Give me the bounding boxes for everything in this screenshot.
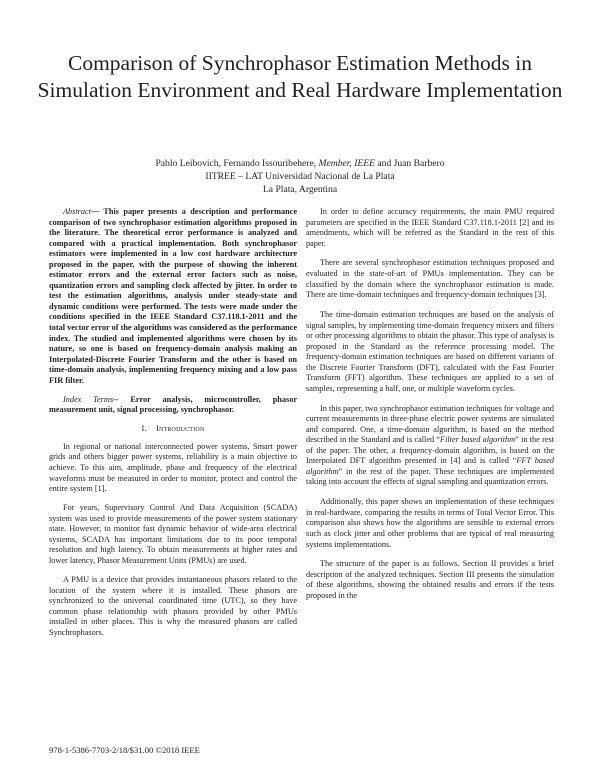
author-location: La Plata, Argentina bbox=[262, 184, 338, 195]
body-paragraph: In regional or national interconnected power systems, Smart power grids and others bigger power systems, reliability is a main objective to achieve. To this aim, amplitude, phase and frequency of the electrical waveforms must be measured in order to monitor, protect and control the entire system [1]. bbox=[49, 441, 297, 494]
body-paragraph: A PMU is a device that provides instantaneous phasors related to the location of the system where it is installed. These phasors are synchronized to the universal coordinated time (UTC), so they have common phase relationship with phasors provided by other PMUs installed in other places. This is why the measured phasors are called Synchrophasors. bbox=[49, 574, 297, 637]
section-numeral: I. bbox=[141, 424, 147, 434]
index-terms bbox=[49, 395, 297, 416]
author-affiliation: IITREE – LAT Universidad Nacional de La Plata bbox=[205, 171, 395, 182]
section-title: Introduction bbox=[155, 424, 205, 434]
body-paragraph: The time-domain estimation techniques are based on the analysis of signal samples, by implementing time-domain frequency mixers and filters or other processing algorithms to obtain the phasor. This type of analysis is proposed in the Standard as the reference processing model. The frequency-domain estimation techniques are based on different variants of the Discrete Fourier Transform (DFT), calculated with the Fast Fourier Transform (FFT) algorithm. These techniques are applied to a set of samples, representing a half, one, or multiple waveform cycles. bbox=[306, 309, 554, 393]
body-paragraph bbox=[306, 404, 554, 488]
method-name-fft: FFT based algorithm bbox=[306, 456, 554, 476]
author-names-text: Pablo Leibovich, Fernando Issouribehere, bbox=[155, 158, 319, 169]
body-paragraph: Additionally, this paper shows an implementation of these techniques in real-hardware, comparing the results in terms of Total Vector Error. This comparison also shows how the algorithms are sensible to external errors such as clock jitter and other problems that are typical of real measuring systems implementations. bbox=[306, 497, 554, 549]
author-role: Member, IEEE bbox=[318, 158, 375, 169]
copyright-footer: 978-1-5386-7703-2/18/$31.00 ©2018 IEEE bbox=[49, 745, 200, 755]
author-block bbox=[0, 157, 600, 196]
author-names-end: and Juan Barbero bbox=[375, 158, 445, 169]
paper-title: Comparison of Synchrophasor Estimation Methods in Simulation Environment and Real Hardware Implementation bbox=[37, 51, 563, 102]
paragraph-text: In this paper, two synchrophasor estimation techniques for voltage and current measurements in three-phase electric power systems are simulated and compared. One, a time-domain algorithm, is based on the method described in the Standard and is called “ bbox=[306, 403, 554, 445]
paragraph-text: ” in the rest of the paper. These techniques are implemented taking into account the effects of signal sampling and quantization errors. bbox=[306, 466, 554, 487]
body-paragraph: In order to define accuracy requirements, the main PMU required parameters are specified in the IEEE Standard C37.118.1-2011 [2] and its amendments, which will be referred as the Standard in the rest of this paper. bbox=[306, 207, 554, 248]
left-column bbox=[49, 207, 297, 647]
index-terms-lead: Index Terms bbox=[63, 394, 114, 404]
abstract-text: This paper presents a description and performance comparison of two synchrophasor estimation algorithms proposed in the literature. The theoretical error performance is analyzed and compared with a practical implementation. Both synchrophasor estimators were implemented in a low cost hardware architecture proposed in the paper, with the purpose of showing the inherent estimator errors and the external error factors such as noise, quantization errors and sampling clock affected by jitter. In order to test the estimation algorithms, analysis under steady-state and dynamic conditions were performed. The tests were made under the conditions specified in the IEEE Standard C37.118.1-2011 and the total vector error of the algorithms was considered as the performance index. The studied and implemented algorithms were chosen by its nature, so one is based on frequency-domain analysis making an Interpolated-Discrete Fourier Transform and the other is based on time-domain analysis, implementing frequency mixing and a low pass FIR filter. bbox=[49, 207, 297, 385]
body-paragraph: There are several synchrophasor estimation techniques proposed and evaluated in the state-of-art of PMUs implementation. They can be classified by the domain where the synchrophasor estimation is made. There are time-domain techniques and frequency-domain techniques [3]. bbox=[306, 258, 554, 300]
method-name-filter: Filter based algorithm bbox=[440, 435, 516, 445]
body-paragraph: The structure of the paper is as follows. Section II provides a brief description of the analyzed techniques. Section III presents the simulation of these algorithms, showing the obtained results and errors if the tests proposed in the bbox=[306, 559, 554, 600]
section-heading-introduction bbox=[49, 424, 297, 435]
paragraph-text: ” in the rest of the paper. The other, a frequency-domain algorithm, is based on the Interpolated DFT algorithm presented in [4] and is called “ bbox=[306, 435, 554, 466]
abstract bbox=[49, 207, 297, 386]
author-names bbox=[0, 157, 600, 170]
body-paragraph: For years, Supervisory Control And Data Acquisition (SCADA) system was used to provide measurements of the power system stationary state. However, to monitor fast dynamic behavior of wide-area electrical systems, SCADA has important limitations due to its poor temporal resolution and high latency. To obtain measurements at higher rates and lower latency, Phasor Measurement Units (PMUs) are used. bbox=[49, 503, 297, 565]
index-terms-text: -- Error analysis, microcontroller, phasor measurement unit, signal processing, synchrophasor. bbox=[49, 394, 297, 415]
abstract-dash: — bbox=[90, 207, 100, 216]
right-column bbox=[306, 207, 554, 611]
abstract-lead: Abstract bbox=[63, 207, 91, 216]
